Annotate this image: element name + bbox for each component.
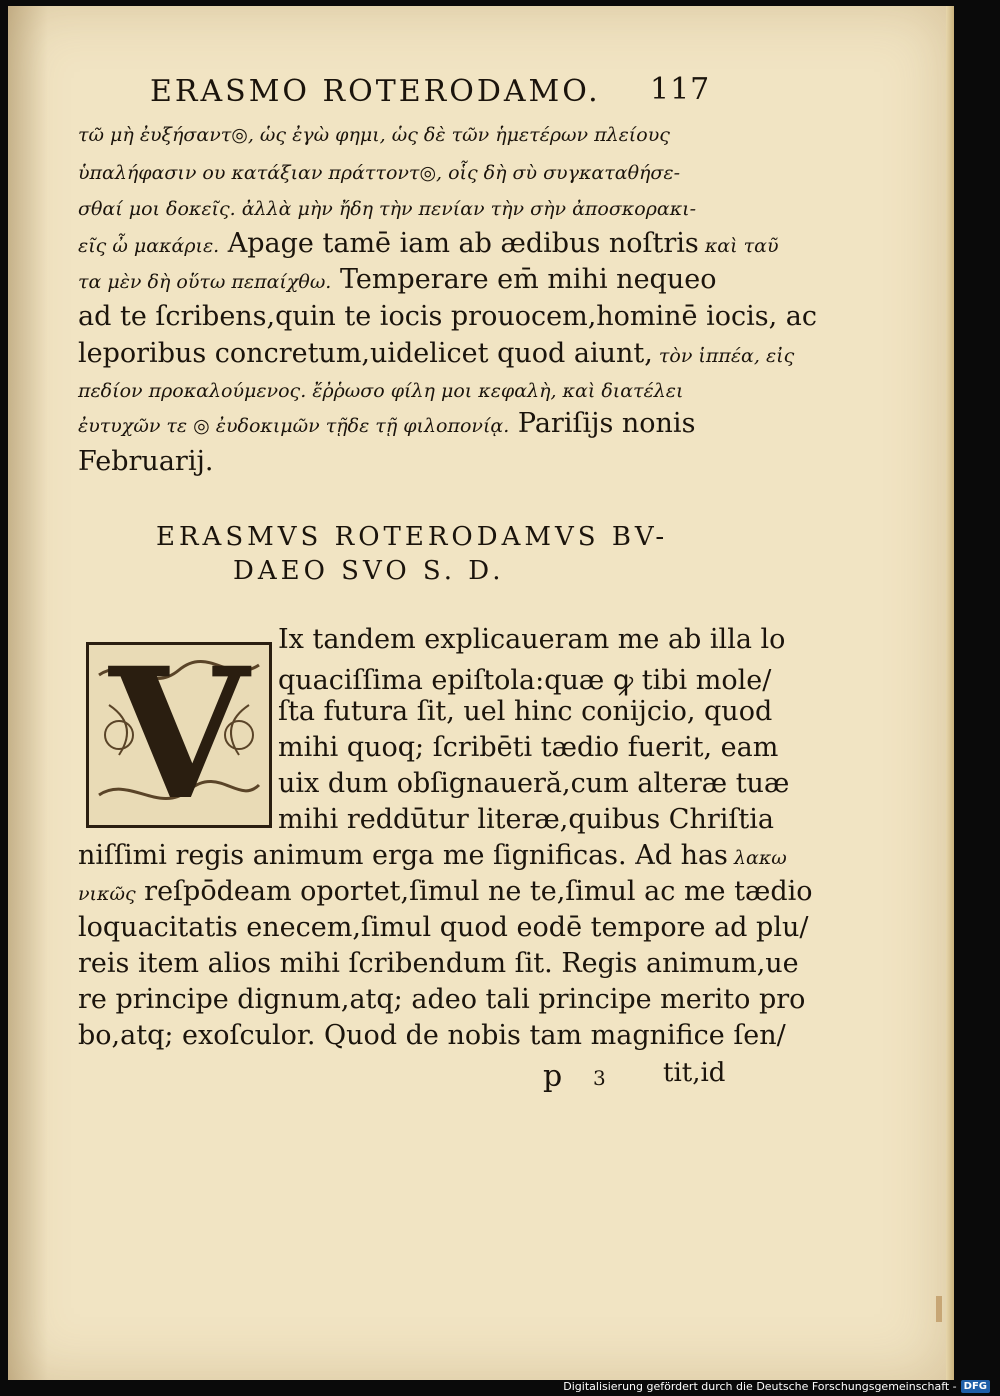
digitization-footer: [563, 1380, 990, 1393]
letter-line-7: niſſimi regis animum erga me ſignificas. Ad has λακω: [78, 840, 787, 871]
text-line-3: σθαί μοι δοκεῖς. ἀλλὰ μὴν ἤδη τὴν πενίαν τὴν σὴν ἀποσκορακι-: [78, 198, 697, 220]
text-line-1: τῶ μὴ ἐυξήσαντ◎, ὡς ἐγὼ φημι, ὡς δὲ τῶν ἡμετέρων πλείους: [78, 124, 670, 146]
spine-shadow: [8, 6, 48, 1380]
letter-line-1: Ix tandem explicaueram me ab illa lo: [278, 624, 786, 655]
letter-line-12: bo,atq; exoſculor. Quod de nobis tam magnifice ſen/: [78, 1020, 786, 1051]
letter-heading-line-2: DAEO SVO S. D.: [233, 556, 505, 586]
text-line-10: Februarij.: [78, 446, 214, 477]
text-line-7: leporibus concretum,uidelicet quod aiunt, τὸν ἱππέα, εἰς: [78, 338, 795, 369]
letter-line-8: νικῶς reſpōdeam oportet,ſimul ne te,ſimul ac me tædio: [78, 876, 813, 907]
signature-mark: p: [543, 1059, 563, 1094]
page-stain: [936, 1296, 942, 1322]
letter-heading-line-1: ERASMVS ROTERODAMVS BV-: [156, 522, 669, 552]
text-line-5: τα μὲν δὴ οὕτω πεπαίχθω. Temperare em̄ mihi nequeo: [78, 264, 717, 295]
text-line-2: ὑπαλήφασιν ου κατάξιαν πράττοντ◎, οἷς δὴ σὺ συγκαταθήσε-: [78, 162, 681, 184]
letter-line-10: reis item alios mihi ſcribendum ſit. Regis animum,ue: [78, 948, 799, 979]
letter-line-11: re principe dignum,atq; adeo tali principe merito pro: [78, 984, 806, 1015]
text-line-9: ἐυτυχῶν τε ◎ ἐυδοκιμῶν τῇδε τῇ φιλοπονίᾳ. Pariſijs nonis: [78, 408, 696, 439]
footer-text: Digitalisierung gefördert durch die Deutsche Forschungsgemeinschaft -: [563, 1380, 957, 1393]
letter-line-9: loquacitatis enecem,ſimul quod eodē tempore ad plu/: [78, 912, 809, 943]
catchword: tit,id: [663, 1058, 726, 1088]
letter-line-4: mihi quoq; ſcribēti tædio fuerit, eam: [278, 732, 779, 763]
decorated-initial: [86, 629, 272, 840]
letter-line-5: uix dum obſignaueră,cum alteræ tuæ: [278, 768, 790, 799]
letter-line-6: mihi reddūtur literæ,quibus Chriſtia: [278, 804, 774, 835]
initial-letter: V: [109, 629, 249, 840]
text-line-6: ad te ſcribens,quin te iocis prouocem,hominē iocis, ac: [78, 301, 817, 332]
running-head: ERASMO ROTERODAMO.: [150, 74, 601, 109]
letter-line-2: quaciſſima epiſtola:quæ ꝙ tibi mole/: [278, 665, 772, 696]
text-line-8: πεδίον προκαλούμενος. ἔῤῥωσο φίλη μοι κεφαλὴ, καὶ διατέλει: [78, 380, 684, 402]
page-edge: [946, 6, 954, 1380]
dfg-logo: DFG: [961, 1380, 990, 1393]
page-number: 117: [650, 72, 711, 107]
text-line-4: εῖς ὦ μακάριε. Apage tamē iam ab ædibus noſtris καὶ ταῦ: [78, 228, 779, 259]
letter-line-3: ſta futura ſit, uel hinc conijcio, quod: [278, 696, 773, 727]
book-page: [8, 6, 946, 1380]
signature-number: 3: [593, 1066, 606, 1090]
